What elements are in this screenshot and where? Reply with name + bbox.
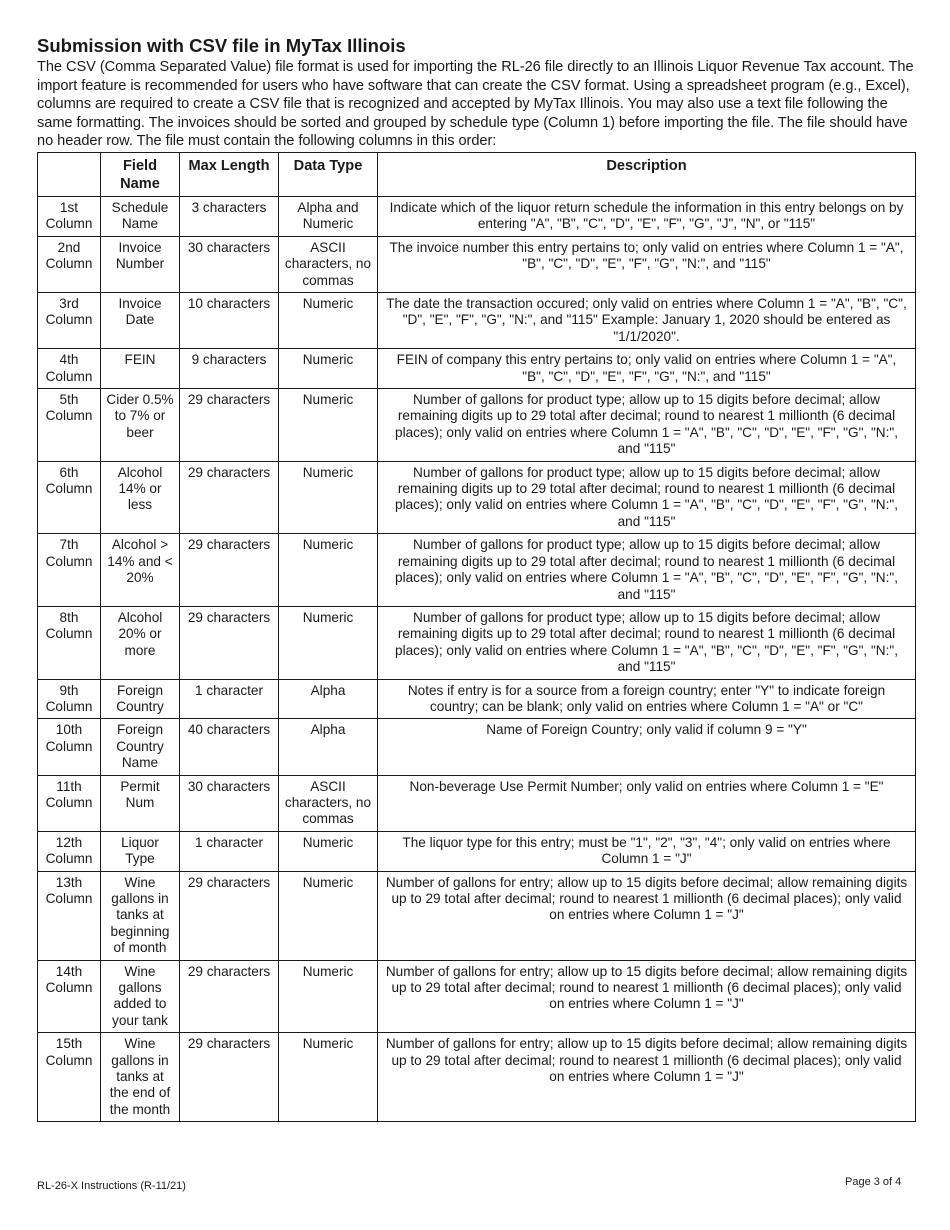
cell-column-index: 9th Column [38, 679, 101, 719]
cell-max-length: 40 characters [180, 719, 279, 775]
cell-column-index: 4th Column [38, 349, 101, 389]
cell-field-name: Alcohol > 14% and < 20% [101, 534, 180, 607]
cell-data-type: Numeric [279, 349, 378, 389]
cell-column-index: 11th Column [38, 775, 101, 831]
cell-column-index: 10th Column [38, 719, 101, 775]
cell-field-name: Invoice Date [101, 293, 180, 349]
page-title: Submission with CSV file in MyTax Illinois [37, 35, 406, 56]
cell-field-name: Alcohol 20% or more [101, 606, 180, 679]
header-column-index [38, 152, 101, 196]
cell-field-name: Foreign Country Name [101, 719, 180, 775]
cell-field-name: Alcohol 14% or less [101, 461, 180, 534]
page-number: Page 3 of 4 [845, 1176, 902, 1188]
table-header-row [38, 152, 916, 196]
cell-data-type: Alpha [279, 719, 378, 775]
table-row [38, 389, 916, 462]
cell-description: The liquor type for this entry; must be "1", "2", "3", "4"; only valid on entries where Column 1 = "J" [378, 831, 916, 871]
cell-field-name: Permit Num [101, 775, 180, 831]
cell-data-type: Alpha [279, 679, 378, 719]
table-row [38, 871, 916, 960]
cell-data-type: Numeric [279, 534, 378, 607]
cell-column-index: 13th Column [38, 871, 101, 960]
header-data-type: Data Type [279, 152, 378, 196]
table-row [38, 719, 916, 775]
cell-column-index: 6th Column [38, 461, 101, 534]
cell-max-length: 29 characters [180, 871, 279, 960]
document-page [37, 35, 917, 1122]
cell-max-length: 30 characters [180, 236, 279, 292]
cell-description: FEIN of company this entry pertains to; only valid on entries where Column 1 = "A", "B", "C", "D", "E", "F", "G", "N:", and "115" [378, 349, 916, 389]
cell-column-index: 2nd Column [38, 236, 101, 292]
cell-max-length: 9 characters [180, 349, 279, 389]
cell-field-name: Wine gallons added to your tank [101, 960, 180, 1033]
cell-field-name: Liquor Type [101, 831, 180, 871]
cell-column-index: 8th Column [38, 606, 101, 679]
cell-field-name: Cider 0.5% to 7% or beer [101, 389, 180, 462]
cell-column-index: 1st Column [38, 196, 101, 236]
table-row [38, 1033, 916, 1122]
cell-data-type: ASCII characters, no commas [279, 236, 378, 292]
cell-description: Non-beverage Use Permit Number; only valid on entries where Column 1 = "E" [378, 775, 916, 831]
csv-columns-table [37, 152, 916, 1122]
cell-field-name: Schedule Name [101, 196, 180, 236]
cell-max-length: 29 characters [180, 960, 279, 1033]
table-row [38, 293, 916, 349]
cell-data-type: Numeric [279, 461, 378, 534]
cell-description: Number of gallons for product type; allow up to 15 digits before decimal; allow remaining digits up to 29 total after decimal; round to nearest 1 millionth (6 decimal places); only valid on entries where Column 1 = "A", "B", "C", "D", "E", "F", "G", "N:", and "115" [378, 461, 916, 534]
cell-field-name: Invoice Number [101, 236, 180, 292]
cell-field-name: Wine gallons in tanks at the end of the month [101, 1033, 180, 1122]
cell-data-type: Numeric [279, 606, 378, 679]
form-id: RL-26-X Instructions (R-11/21) [37, 1180, 186, 1192]
cell-field-name: Wine gallons in tanks at beginning of month [101, 871, 180, 960]
cell-data-type: Numeric [279, 871, 378, 960]
cell-data-type: Numeric [279, 831, 378, 871]
cell-column-index: 14th Column [38, 960, 101, 1033]
cell-description: The date the transaction occured; only valid on entries where Column 1 = "A", "B", "C", "D", "E", "F", "G", "N:", and "115" Example: January 1, 2020 should be entered as "1/1/2020". [378, 293, 916, 349]
cell-description: Number of gallons for product type; allow up to 15 digits before decimal; allow remaining digits up to 29 total after decimal; round to nearest 1 millionth (6 decimal places); only valid on entries where Column 1 = "A", "B", "C", "D", "E", "F", "G", "N:", and "115" [378, 389, 916, 462]
cell-description: Number of gallons for product type; allow up to 15 digits before decimal; allow remaining digits up to 29 total after decimal; round to nearest 1 millionth (6 decimal places); only valid on entries where Column 1 = "A", "B", "C", "D", "E", "F", "G", "N:", and "115" [378, 534, 916, 607]
table-row [38, 534, 916, 607]
cell-description: The invoice number this entry pertains to; only valid on entries where Column 1 = "A", "B", "C", "D", "E", "F", "G", "N:", and "115" [378, 236, 916, 292]
header-description: Description [378, 152, 916, 196]
cell-max-length: 29 characters [180, 606, 279, 679]
cell-max-length: 29 characters [180, 389, 279, 462]
cell-description: Number of gallons for entry; allow up to 15 digits before decimal; allow remaining digits up to 29 total after decimal; round to nearest 1 millionth (6 decimal places); only valid on entries where Column 1 = "J" [378, 1033, 916, 1122]
cell-max-length: 29 characters [180, 534, 279, 607]
cell-data-type: Numeric [279, 293, 378, 349]
cell-data-type: Numeric [279, 389, 378, 462]
table-row [38, 831, 916, 871]
cell-data-type: Numeric [279, 1033, 378, 1122]
cell-description: Name of Foreign Country; only valid if column 9 = "Y" [378, 719, 916, 775]
table-row [38, 606, 916, 679]
table-row [38, 679, 916, 719]
table-row [38, 236, 916, 292]
table-row [38, 196, 916, 236]
header-field-name: Field Name [101, 152, 180, 196]
cell-data-type: Alpha and Numeric [279, 196, 378, 236]
table-row [38, 960, 916, 1033]
cell-column-index: 7th Column [38, 534, 101, 607]
cell-max-length: 1 character [180, 831, 279, 871]
header-max-length: Max Length [180, 152, 279, 196]
table-row [38, 461, 916, 534]
cell-data-type: ASCII characters, no commas [279, 775, 378, 831]
cell-description: Number of gallons for product type; allow up to 15 digits before decimal; allow remaining digits up to 29 total after decimal; round to nearest 1 millionth (6 decimal places); only valid on entries where Column 1 = "A", "B", "C", "D", "E", "F", "G", "N:", and "115" [378, 606, 916, 679]
cell-column-index: 12th Column [38, 831, 101, 871]
cell-description: Notes if entry is for a source from a foreign country; enter "Y" to indicate foreign country; can be blank; only valid on entries where Column 1 = "A" or "C" [378, 679, 916, 719]
cell-description: Number of gallons for entry; allow up to 15 digits before decimal; allow remaining digits up to 29 total after decimal; round to nearest 1 millionth (6 decimal places); only valid on entries where Column 1 = "J" [378, 960, 916, 1033]
cell-max-length: 29 characters [180, 1033, 279, 1122]
table-row [38, 349, 916, 389]
cell-max-length: 10 characters [180, 293, 279, 349]
table-row [38, 775, 916, 831]
cell-max-length: 3 characters [180, 196, 279, 236]
cell-column-index: 3rd Column [38, 293, 101, 349]
cell-field-name: Foreign Country [101, 679, 180, 719]
cell-max-length: 30 characters [180, 775, 279, 831]
cell-field-name: FEIN [101, 349, 180, 389]
cell-description: Number of gallons for entry; allow up to 15 digits before decimal; allow remaining digits up to 29 total after decimal; round to nearest 1 millionth (6 decimal places); only valid on entries where Column 1 = "J" [378, 871, 916, 960]
cell-data-type: Numeric [279, 960, 378, 1033]
cell-description: Indicate which of the liquor return schedule the information in this entry belongs on by entering "A", "B", "C", "D", "E", "F", "G", "J", "N", or "115" [378, 196, 916, 236]
cell-max-length: 1 character [180, 679, 279, 719]
cell-column-index: 5th Column [38, 389, 101, 462]
intro-paragraph: The CSV (Comma Separated Value) file format is used for importing the RL-26 file directly to an Illinois Liquor Revenue Tax account. The import feature is recommended for users who have software that can create the CSV format. Using a spreadsheet program (e.g., Excel), columns are required to create a CSV file that is recognized and accepted by MyTax Illinois. You may also use a text file following the same formatting. The invoices should be sorted and grouped by schedule type (Column 1) before importing the file. The file should have no header row. The file must contain the following columns in this order: [37, 59, 914, 150]
cell-max-length: 29 characters [180, 461, 279, 534]
cell-column-index: 15th Column [38, 1033, 101, 1122]
